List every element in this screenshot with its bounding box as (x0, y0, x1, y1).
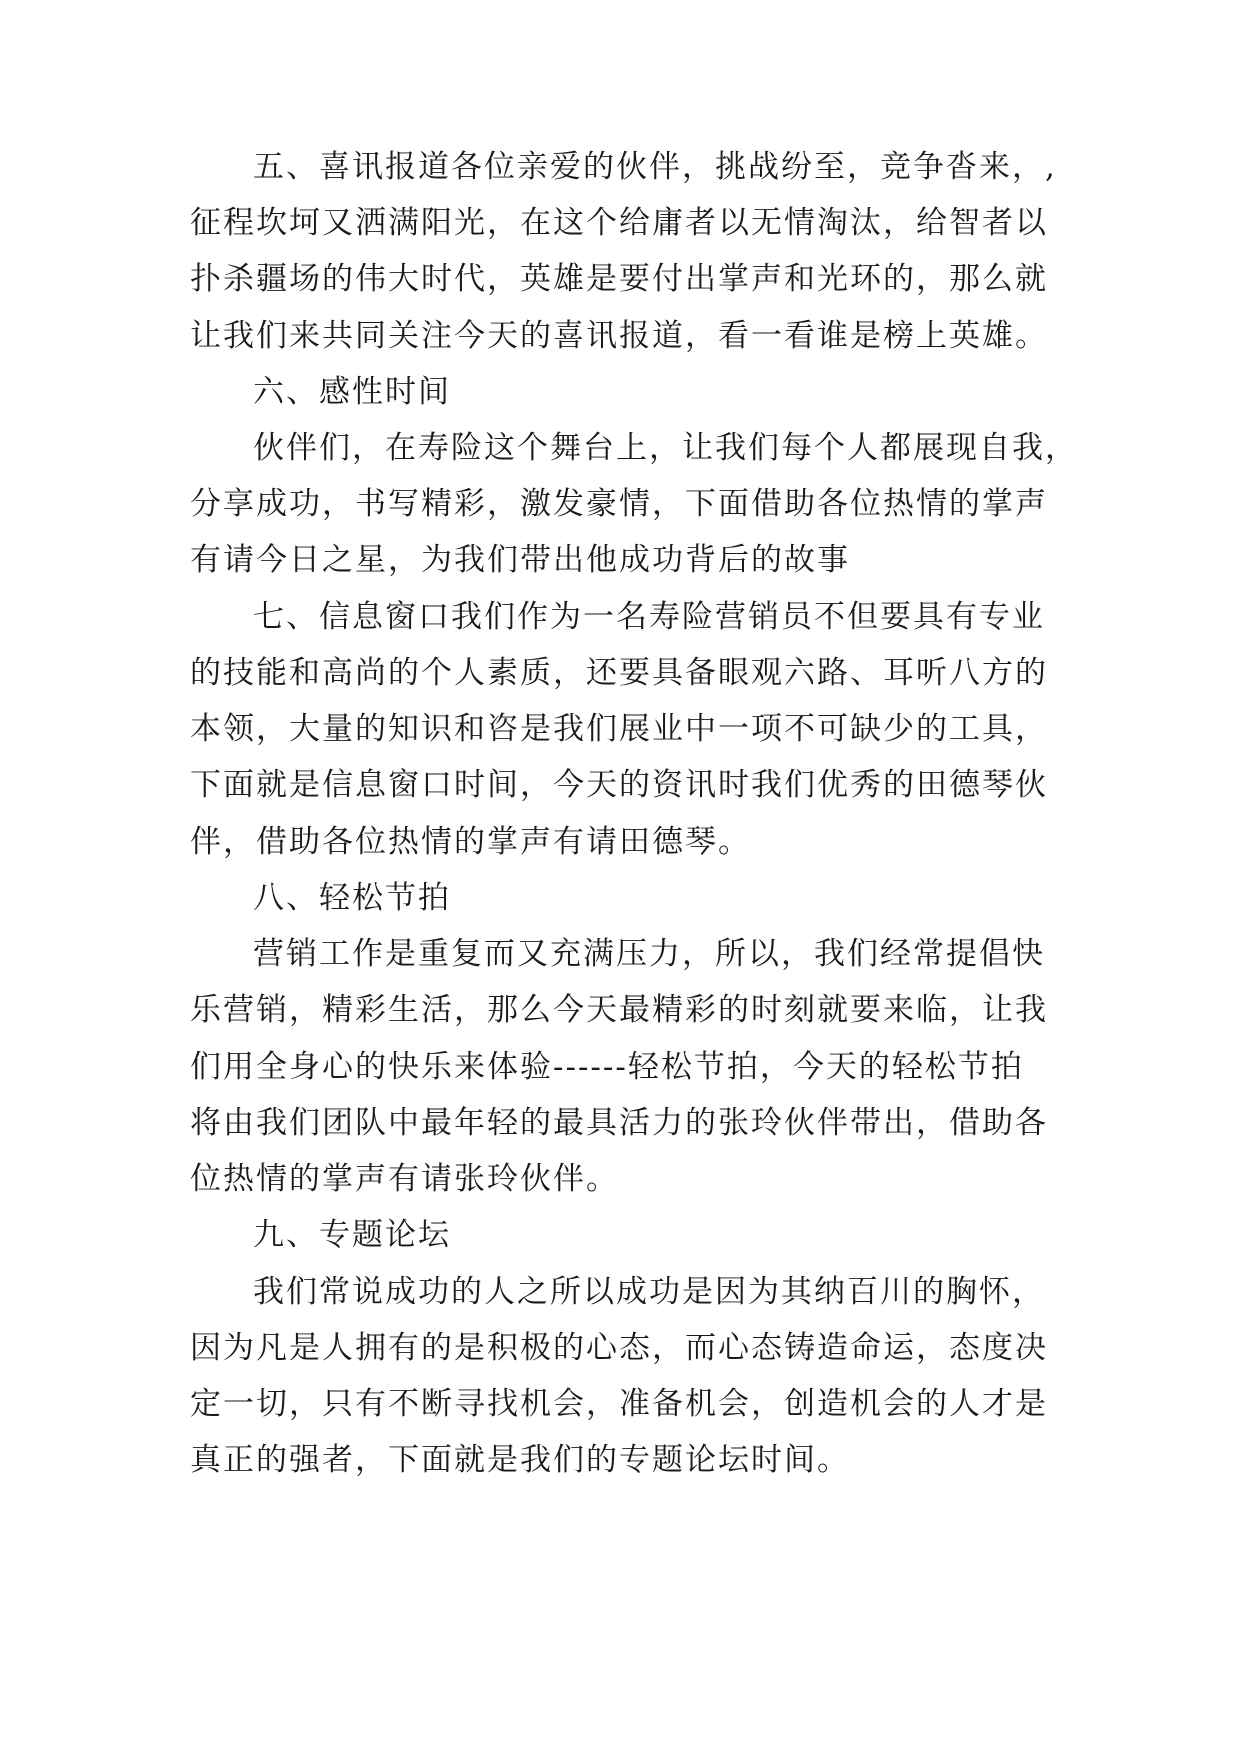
paragraph-line: 本领，大量的知识和咨是我们展业中一项不可缺少的工具， (190, 711, 1048, 747)
paragraph-line: 分享成功，书写精彩，激发豪情，下面借助各位热情的掌声 (190, 486, 1048, 522)
paragraph-line: 伙伴们，在寿险这个舞台上，让我们每个人都展现自我， (253, 430, 1078, 466)
paragraph-line: 因为凡是人拥有的是积极的心态，而心态铸造命运，态度决 (190, 1330, 1048, 1366)
paragraph-line: 定一切，只有不断寻找机会，准备机会，创造机会的人才是 (190, 1386, 1048, 1422)
section-seven-heading-line: 七、信息窗口我们作为一名寿险营销员不但要具有专业 (253, 599, 1045, 635)
paragraph-line: 乐营销，精彩生活，那么今天最精彩的时刻就要来临，让我 (190, 992, 1048, 1028)
section-five-heading-line: 五、喜讯报道各位亲爱的伙伴，挑战纷至，竞争沓来，, (253, 149, 1057, 185)
section-nine-heading: 九、专题论坛 (253, 1217, 451, 1253)
section-eight-heading: 八、轻松节拍 (253, 880, 451, 916)
paragraph-line: 营销工作是重复而又充满压力，所以，我们经常提倡快 (253, 936, 1045, 972)
paragraph-line: 真正的强者，下面就是我们的专题论坛时间。 (190, 1442, 850, 1478)
paragraph-line: 们用全身心的快乐来体验------轻松节拍，今天的轻松节拍 (190, 1049, 1024, 1085)
paragraph-line: 让我们来共同关注今天的喜讯报道，看一看谁是榜上英雄。 (190, 318, 1048, 354)
paragraph-line: 有请今日之星，为我们带出他成功背后的故事 (190, 542, 850, 578)
paragraph-line: 位热情的掌声有请张玲伙伴。 (190, 1161, 619, 1197)
paragraph-line: 扑杀疆场的伟大时代，英雄是要付出掌声和光环的，那么就 (190, 261, 1048, 297)
section-six-heading: 六、感性时间 (253, 374, 451, 410)
paragraph-line: 我们常说成功的人之所以成功是因为其纳百川的胸怀， (253, 1274, 1045, 1310)
paragraph-line: 下面就是信息窗口时间，今天的资讯时我们优秀的田德琴伙 (190, 767, 1048, 803)
paragraph-line: 的技能和高尚的个人素质，还要具备眼观六路、耳听八方的 (190, 655, 1048, 691)
paragraph-line: 征程坎坷又洒满阳光，在这个给庸者以无情淘汰，给智者以 (190, 205, 1048, 241)
paragraph-line: 将由我们团队中最年轻的最具活力的张玲伙伴带出，借助各 (190, 1105, 1048, 1141)
paragraph-line: 伴，借助各位热情的掌声有请田德琴。 (190, 824, 751, 860)
